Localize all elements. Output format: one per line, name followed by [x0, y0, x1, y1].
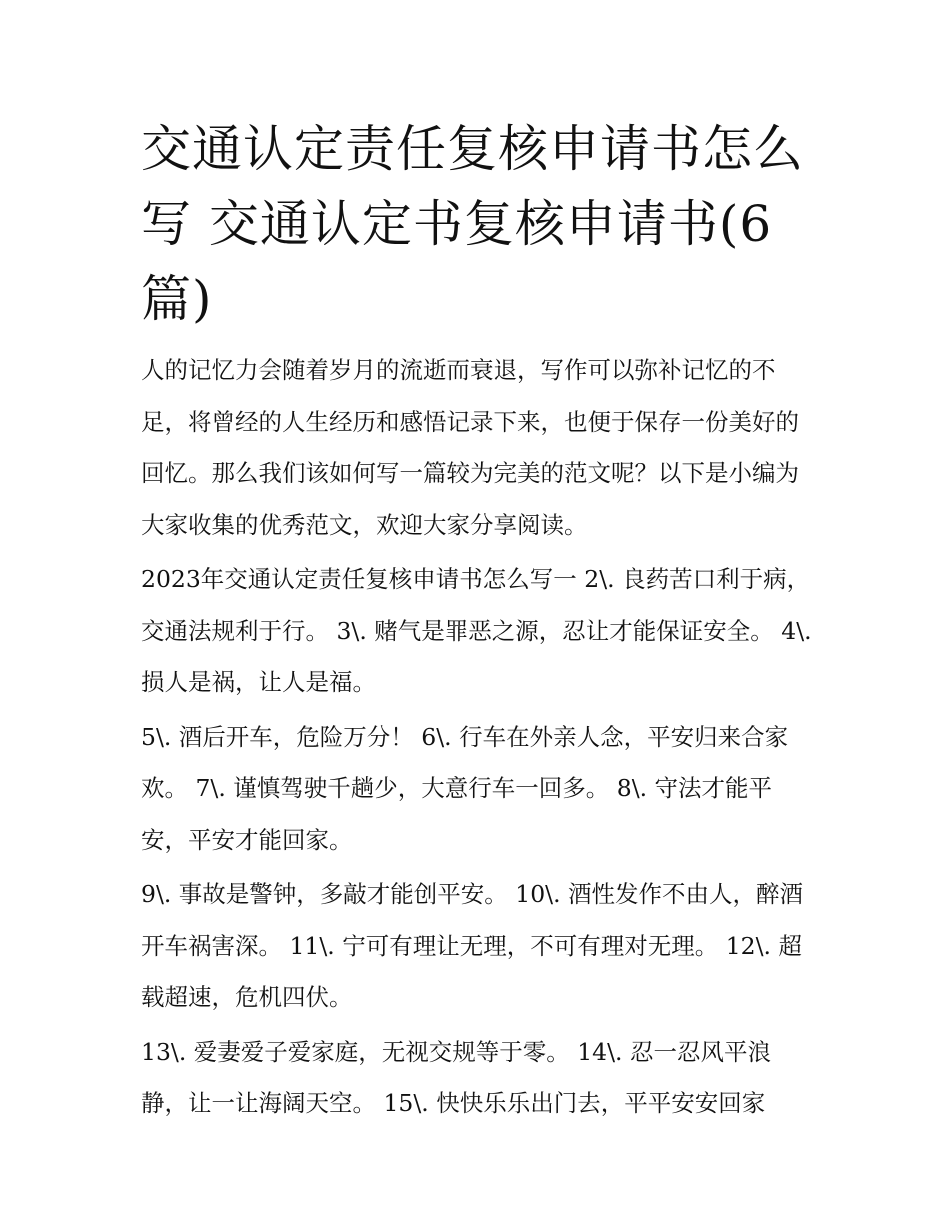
intro-paragraph: 人的记忆力会随着岁月的流逝而衰退，写作可以弥补记忆的不足，将曾经的人生经历和感悟记录下来，也便于保存一份美好的回忆。那么我们该如何写一篇较为完美的范文呢？以下是小编为大家收集的优秀范文，欢迎大家分享阅读。 [141, 356, 799, 539]
slogan-paragraph-2: 5\. 酒后开车，危险万分！ 6\. 行车在外亲人念，平安归来合家欢。 7\. 谨慎驾驶千趟少，大意行车一回多。 8\. 守法才能平安，平安才能回家。 [141, 722, 789, 854]
slogan-paragraph-4: 13\. 爱妻爱子爱家庭，无视交规等于零。 14\. 忍一忍风平浪静，让一让海阔天空。 15\. 快快乐乐出门去，平平安安回家 [141, 1037, 771, 1117]
slogan-paragraph-3: 9\. 事故是警钟，多敲才能创平安。 10\. 酒性发作不由人，醉酒开车祸害深。 11\. 宁可有理让无理，不可有理对无理。 12\. 超载超速，危机四伏。 [141, 880, 804, 1011]
document-title: 交通认定责任复核申请书怎么写 交通认定书复核申请书(6篇) [141, 120, 804, 328]
slogan-paragraph-1: 2023年交通认定责任复核申请书怎么写一 2\. 良药苦口利于病，交通法规利于行。 3\. 赌气是罪恶之源，忍让才能保证安全。 4\. 损人是祸，让人是福。 [141, 565, 812, 696]
document-page [141, 112, 813, 1133]
document-body [141, 345, 813, 1130]
